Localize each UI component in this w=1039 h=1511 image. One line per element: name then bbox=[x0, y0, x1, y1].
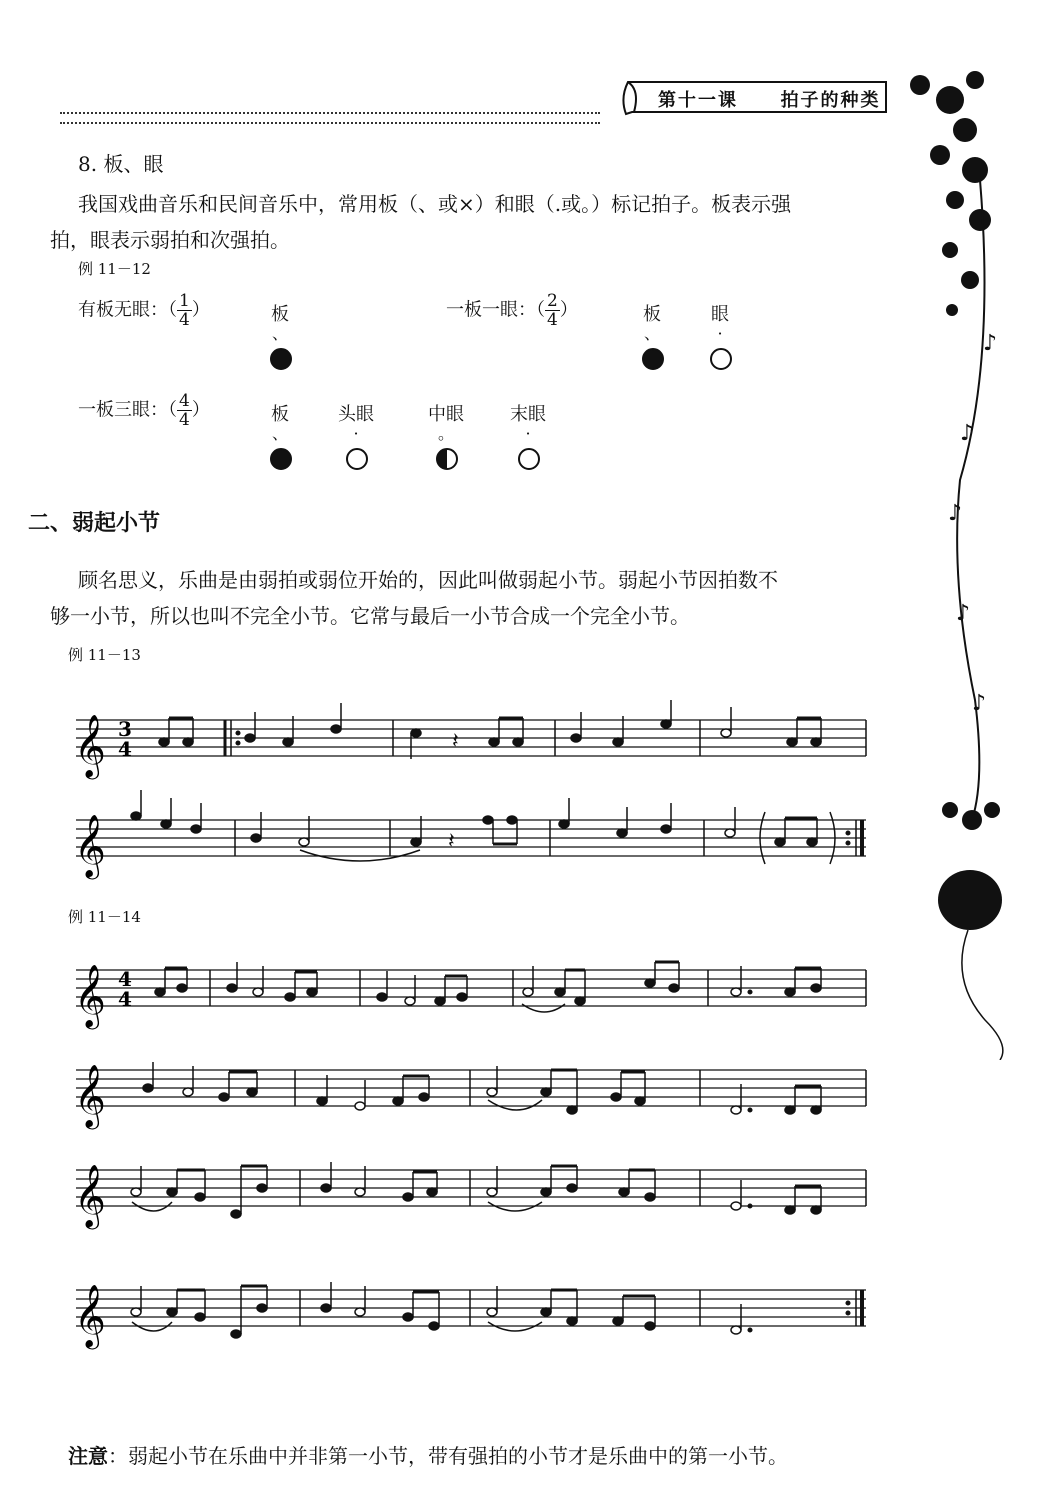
staff-4 bbox=[76, 1290, 866, 1326]
svg-text:♪: ♪ bbox=[948, 501, 963, 526]
strong-beat-circle bbox=[270, 448, 292, 470]
staff-1 bbox=[76, 720, 866, 756]
treble-clef-icon: 𝄞 bbox=[74, 814, 106, 877]
ban-mark: 、 bbox=[643, 324, 660, 343]
svg-text:♪: ♪ bbox=[972, 691, 987, 716]
time-signature-1-4: $\frac{1}{4}$ bbox=[179, 291, 190, 330]
yan-mark: · bbox=[717, 324, 723, 343]
example-11-12-label: 例 11－12 bbox=[78, 260, 151, 278]
staff-1 bbox=[76, 970, 866, 1006]
treble-clef-icon: 𝄞 bbox=[74, 964, 106, 1027]
section8-paragraph-line1: 我国戏曲音乐和民间音乐中，常用板（、或×）和眼（.或。）标记拍子。板表示强 bbox=[78, 192, 792, 216]
syllable-yan: 眼 bbox=[711, 304, 729, 325]
section8-title: 8. 板、眼 bbox=[78, 152, 164, 176]
treble-clef-icon: 𝄞 bbox=[74, 1164, 106, 1227]
syllable-tou-yan: 头眼 bbox=[338, 404, 374, 425]
secondary-strong-beat-circle bbox=[436, 448, 458, 470]
header-lesson: 第十一课 bbox=[658, 90, 738, 111]
treble-clef-icon: 𝄞 bbox=[74, 1064, 106, 1127]
time-signature-4-4: $\frac{4}{4}$ bbox=[179, 391, 190, 430]
strong-beat-circle bbox=[642, 348, 664, 370]
section8-paragraph-line2: 拍，眼表示弱拍和次强拍。 bbox=[50, 228, 290, 252]
svg-text:𝄽: 𝄽 bbox=[448, 829, 455, 854]
staff-3 bbox=[76, 1170, 866, 1206]
note-text: ：弱起小节在乐曲中并非第一小节，带有强拍的小节才是乐曲中的第一小节。 bbox=[108, 1444, 788, 1468]
syllable-zhong-yan: 中眼 bbox=[428, 404, 464, 425]
weak-beat-circle bbox=[710, 348, 732, 370]
ban-mark: 、 bbox=[271, 424, 288, 443]
header-scroll-tab bbox=[618, 78, 896, 118]
rhythm-row-2-label: 一板一眼：（ $\frac{2}{4}$ ） bbox=[446, 291, 578, 330]
time-sig-den: 4 bbox=[118, 737, 132, 761]
syllable-ban: 板 bbox=[271, 304, 289, 325]
syllable-ban: 板 bbox=[271, 404, 289, 425]
section-heading-pickup-measure: 二、弱起小节 bbox=[28, 510, 161, 536]
weak-beat-circle bbox=[346, 448, 368, 470]
rhythm-row-3-label: 一板三眼：（ $\frac{4}{4}$ ） bbox=[78, 391, 210, 430]
yan-mark: · bbox=[353, 424, 359, 443]
treble-clef-icon: 𝄞 bbox=[74, 714, 106, 777]
rhythm-row-1-label: 有板无眼：（ $\frac{1}{4}$ ） bbox=[78, 291, 210, 330]
ban-mark: 、 bbox=[271, 324, 288, 343]
section2-paragraph-line2: 够一小节，所以也叫不完全小节。它常与最后一小节合成一个完全小节。 bbox=[50, 604, 690, 628]
strong-beat-circle bbox=[270, 348, 292, 370]
svg-text:♪: ♪ bbox=[960, 421, 975, 446]
example-11-14-score bbox=[60, 950, 880, 1370]
time-signature-2-4: $\frac{2}{4}$ bbox=[547, 291, 558, 330]
syllable-ban: 板 bbox=[643, 304, 661, 325]
note-paragraph bbox=[68, 1438, 948, 1474]
time-sig-num: 4 bbox=[118, 967, 132, 991]
time-sig-den: 4 bbox=[118, 987, 132, 1011]
weak-beat-circle bbox=[518, 448, 540, 470]
syllable-mo-yan: 末眼 bbox=[510, 404, 546, 425]
example-11-13-label: 例 11－13 bbox=[68, 646, 141, 664]
time-sig-num: 3 bbox=[118, 717, 132, 741]
staff-2 bbox=[76, 1070, 866, 1106]
note-label: 注意 bbox=[68, 1444, 108, 1468]
header-dotted-rule bbox=[60, 112, 600, 124]
section2-paragraph-line1: 顾名思义，乐曲是由弱拍或弱位开始的，因此叫做弱起小节。弱起小节因拍数不 bbox=[78, 568, 778, 592]
yan-mark: · bbox=[525, 424, 531, 443]
zhong-yan-mark: 。 bbox=[437, 424, 454, 443]
example-11-13-score bbox=[60, 700, 880, 890]
svg-text:♪: ♪ bbox=[956, 601, 971, 626]
example-11-14-label: 例 11－14 bbox=[68, 908, 141, 926]
svg-text:𝄽: 𝄽 bbox=[452, 729, 459, 754]
header-topic: 拍子的种类 bbox=[780, 90, 881, 111]
treble-clef-icon: 𝄞 bbox=[74, 1284, 106, 1347]
svg-text:♪: ♪ bbox=[983, 331, 998, 356]
